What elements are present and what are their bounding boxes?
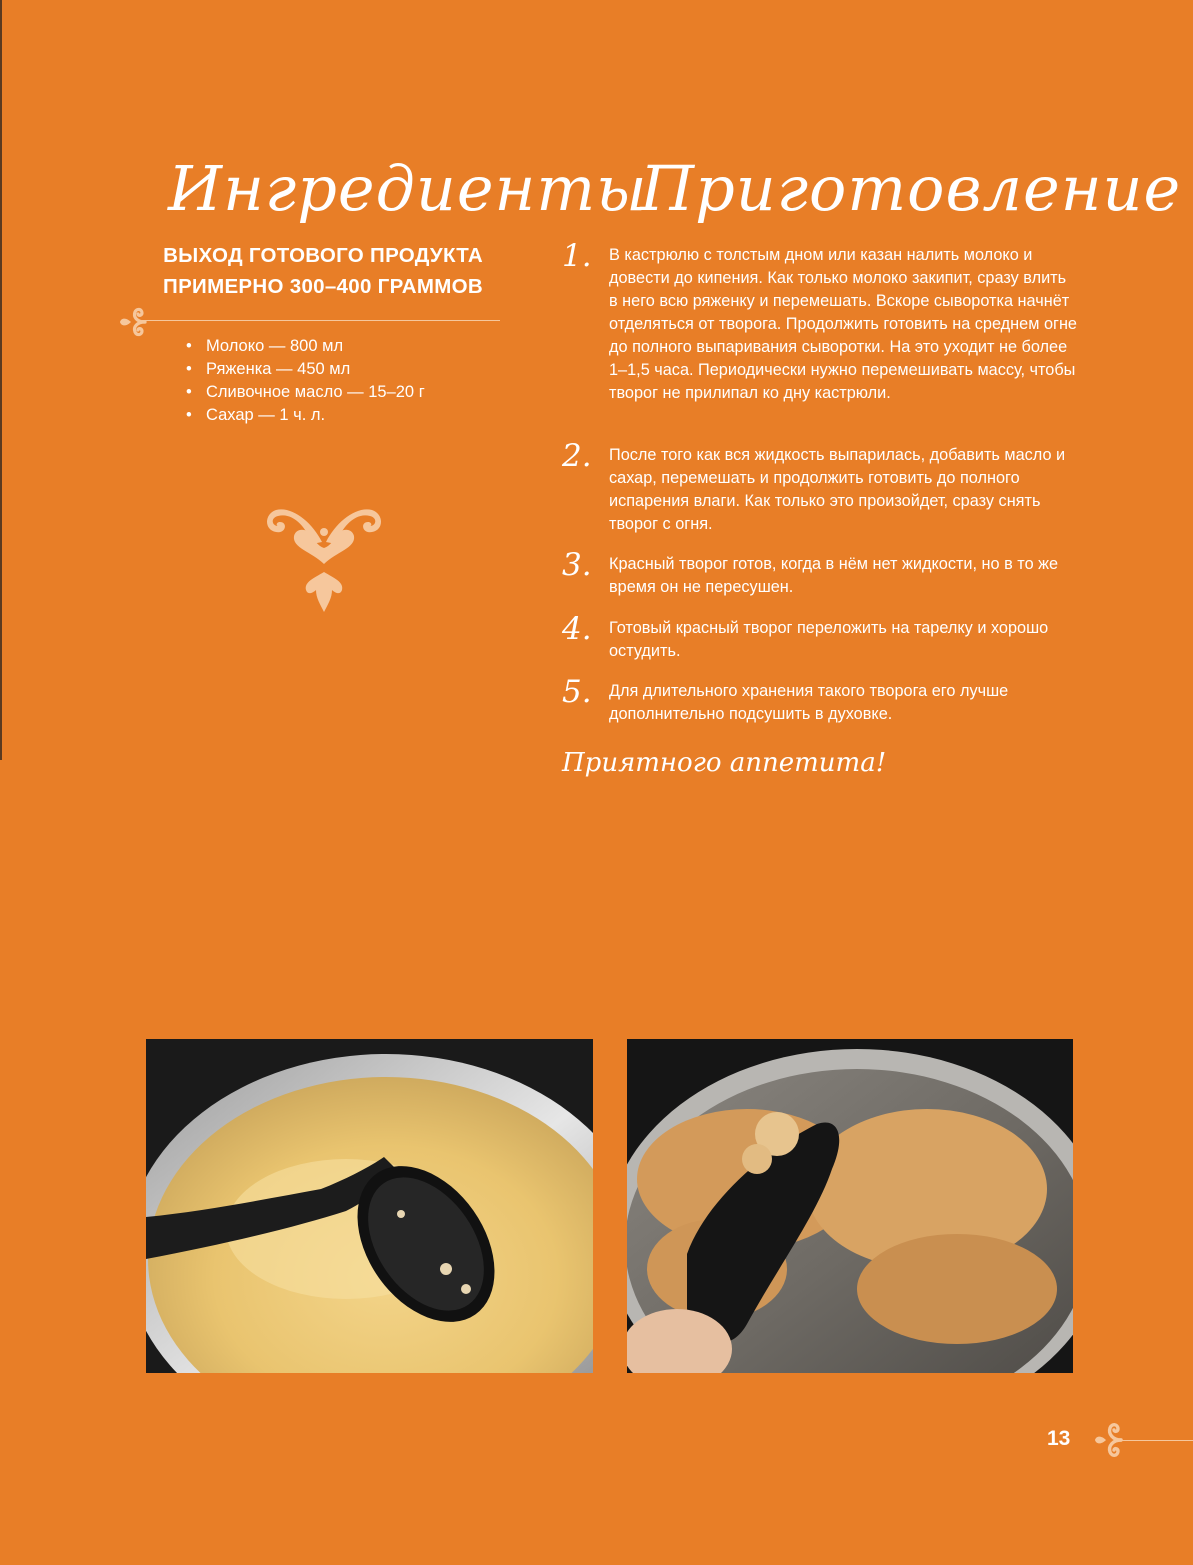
step-text: Для длительного хранения такого творога его лучше дополнительно подсушить в духовке. [609,682,1009,723]
ingredients-title: Ингредиенты [168,152,648,225]
step-text: В кастрюлю с толстым дном или казан налить молоко и довести до кипения. Как только молоко закипит, сразу влить в него всю ряженку и перемешать. Вскоре сыворотка начнёт отделяться от творога. Продолжить готовить на среднем огне до полного выпаривания сыворотки. На это уходит не более 1–1,5 часа. Периодически нужно перемешивать массу, чтобы творог не прилипал ко дну кастрюли. [609,246,1077,402]
closing-wish: Приятного аппетита! [562,748,887,778]
ingredient-item: • Сахар — 1 ч. л. [186,404,425,427]
yield-line-1: ВЫХОД ГОТОВОГО ПРОДУКТА [163,244,483,267]
preparation-title: Приготовление [640,152,1182,225]
scroll-ornament-icon [1093,1420,1123,1460]
yield-note [118,240,528,302]
page-number: 13 [1047,1427,1071,1450]
step-number: 5. [562,674,592,710]
ingredients-list [186,335,425,427]
ingredient-item: • Ряженка — 450 мл [186,358,425,381]
step-text: Красный творог готов, когда в нём нет жидкости, но в то же время он не пересушен. [609,555,1059,596]
step-number: 1. [562,238,592,274]
step-number: 4. [562,611,592,647]
yield-line-2: ПРИМЕРНО 300–400 ГРАММОВ [163,275,483,298]
step-text: После того как вся жидкость выпарилась, добавить масло и сахар, перемешать и продолжить готовить до полного испарения влаги. Как только это произойдет, сразу снять творог с огня. [609,446,1066,533]
step-number: 3. [562,547,592,583]
scroll-ornament-icon [117,305,147,339]
ingredient-item: • Сливочное масло — 15–20 г [186,381,425,404]
ingredients-divider [142,320,500,321]
footer-divider [1120,1440,1193,1441]
step-number: 2. [562,438,592,474]
page-edge [0,0,2,760]
decorative-ornament-icon [262,492,386,614]
step-text: Готовый красный творог переложить на тарелку и хорошо остудить. [609,619,1049,660]
ingredient-item: • Молоко — 800 мл [186,335,425,358]
photo-red-curd [627,1039,1073,1373]
photo-milk-curdling [146,1039,593,1373]
